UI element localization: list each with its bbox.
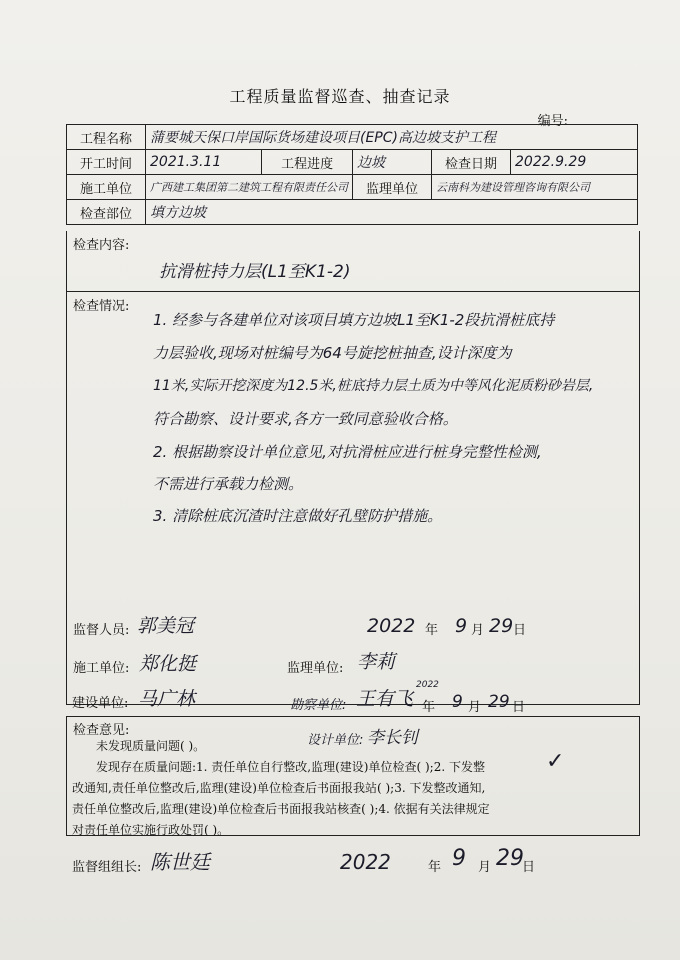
progress-label: 工程进度 [262,150,353,175]
builder-signature: 郑化挺 [139,653,197,675]
situation-line-4: 符合勘察、设计要求,各方一致同意验收合格。 [153,410,458,428]
leader-signature: 陈世廷 [150,850,210,874]
opinion-line-4: 责任单位整改后,监理(建设)单位检查后书面报我站核查( );4. 依据有关法律规定 [72,802,490,816]
survey-year-char: 年 [422,700,436,715]
monitor-signature: 郭美冠 [137,615,195,637]
builder-value: 广西建工集团第二建筑工程有限责任公司 [146,175,353,200]
survey-sign-label: 勘察单位: [290,698,347,713]
part-label: 检查部位 [67,200,146,225]
project-name-value: 蒲要城天保口岸国际货场建设项目(EPC)高边坡支护工程 [146,125,638,150]
content-value: 抗滑桩持力层(L1至K1-2) [159,262,351,282]
leader-month-char: 月 [478,860,492,875]
supervisor-signature: 李莉 [357,651,396,673]
leader-day: 29 [496,846,524,871]
leader-day-char: 日 [522,860,536,875]
owner-signature: 马广林 [138,688,196,710]
situation-line-3: 11米,实际开挖深度为12.5米,桩底持力层土质为中等风化泥质粉砂岩层, [153,378,594,394]
situation-line-6: 不需进行承载力检测。 [153,475,304,493]
monitor-label: 监督人员: [73,623,130,638]
monitor-month: 9 [455,615,468,637]
survey-day: 29 [488,692,510,712]
opinion-text [72,736,632,841]
inspect-date-value: 2022.9.29 [511,150,638,175]
supervisor-unit-value: 云南科为建设管理咨询有限公司 [432,175,638,200]
number-label: 编号: [537,114,568,129]
content-label: 检查内容: [73,238,130,253]
survey-day-char: 日 [512,700,526,715]
design-signature: 李长钊 [367,728,418,748]
survey-month: 9 [452,692,463,712]
supervisor-sign-label: 监理单位: [287,661,344,676]
situation-box [66,291,640,705]
builder-sign-label: 施工单位: [73,661,130,676]
owner-sign-label: 建设单位: [72,696,129,711]
start-time-label: 开工时间 [67,150,146,175]
situation-line-7: 3. 清除桩底沉渣时注意做好孔壁防护措施。 [153,507,443,525]
monitor-day: 29 [489,615,514,637]
situation-line-5: 2. 根据勘察设计单位意见,对抗滑桩应进行桩身完整性检测, [153,443,542,461]
progress-value: 边坡 [353,150,432,175]
leader-year-char: 年 [428,860,442,875]
opinion-line-5: 对责任单位实施行政处罚( )。 [72,823,230,837]
monitor-year-char: 年 [425,623,439,638]
survey-month-char: 月 [468,700,482,715]
supervisor-unit-label: 监理单位 [353,175,432,200]
survey-signature: 王有飞 [356,688,414,710]
opinion-label: 检查意见: [73,723,130,738]
document-title: 工程质量监督巡查、抽查记录 [229,87,451,106]
checkmark-icon: ✓ [546,749,565,774]
monitor-year: 2022 [367,615,416,637]
opinion-line-1: 未发现质量问题( )。 [96,739,206,753]
content-box [66,231,640,292]
situation-label: 检查情况: [73,299,130,314]
monitor-day-char: 日 [513,623,527,638]
project-name-label: 工程名称 [67,125,146,150]
inspect-date-label: 检查日期 [432,150,511,175]
situation-line-2: 力层验收,现场对桩编号为64号旋挖桩抽查,设计深度为 [153,344,512,362]
situation-line-1: 1. 经参与各建单位对该项目填方边坡L1至K1-2段抗滑桩底持 [153,311,555,329]
start-time-value: 2021.3.11 [146,150,262,175]
builder-label: 施工单位 [67,175,146,200]
design-sign-label: 设计单位: [307,733,364,748]
survey-extra: 2022 [416,680,439,690]
leader-month: 9 [452,846,466,871]
leader-label: 监督组组长: [72,860,142,875]
header-table [66,124,638,225]
monitor-month-char: 月 [471,623,485,638]
opinion-line-3: 改通知,责任单位整改后,监理(建设)单位检查后书面报我站( );3. 下发整改通知, [72,781,486,795]
leader-year: 2022 [340,850,391,874]
opinion-line-2: 发现存在质量问题:1. 责任单位自行整改,监理(建设)单位检查( );2. 下发整 ✓ [96,749,565,774]
part-value: 填方边坡 [146,200,638,225]
